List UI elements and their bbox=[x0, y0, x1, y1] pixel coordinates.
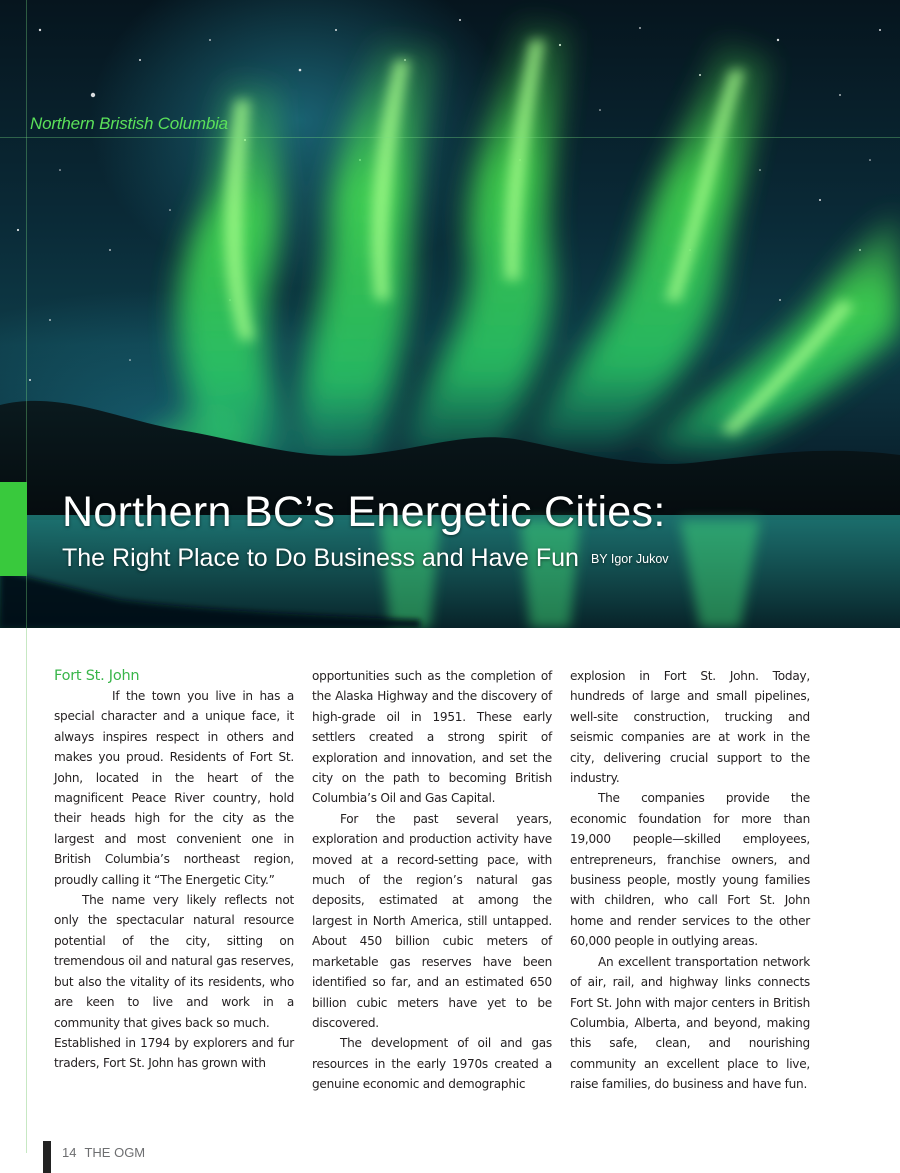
paragraph: If the town you live in has a special character and a unique face, it always inspires respect in others and makes you proud. Residents of Fort St. John, located in the heart of the magnificent Peace River country, hold their heads high for the city as the largest and most convenient one in British Columbia’s northeast region, proudly calling it “The Energetic City.” bbox=[54, 689, 294, 887]
paragraph: An excellent transportation network of air, rail, and highway links connects Fort St. John with major centers in British Columbia, Alberta, and beyond, making this safe, clean, and nourishing community an excellent place to live, raise families, do business and have fun. bbox=[570, 954, 810, 1092]
article-column-3 bbox=[570, 666, 810, 1095]
article-subheadline bbox=[62, 544, 669, 573]
subheadline-text: The Right Place to Do Business and Have Fun bbox=[62, 544, 579, 572]
headline-accent-bar bbox=[0, 482, 27, 576]
page-number: 14 bbox=[62, 1145, 77, 1160]
page-footer bbox=[62, 1145, 145, 1160]
section-tag: Northern Bristish Columbia bbox=[30, 114, 228, 133]
hero-guide-line bbox=[0, 137, 900, 138]
page-margin-line bbox=[26, 628, 27, 1153]
article-column-2 bbox=[312, 666, 552, 1095]
paragraph: For the past several years, exploration and production activity have moved at a record-setting pace, with much of the region’s natural gas deposits, estimated at among the largest in North America, still untapped. About 450 billion cubic meters of marketable gas reserves have been identified so far, and an estimated 650 billion cubic meters have yet to be discovered. bbox=[312, 811, 552, 1030]
paragraph: opportunities such as the completion of the Alaska Highway and the discovery of high-grade oil in 1951. These early settlers created a strong spirit of exploration and innovation, and set the city on the path to becoming British Columbia’s Oil and Gas Capital. bbox=[312, 669, 552, 806]
footer-marker bbox=[43, 1141, 51, 1173]
author-byline: BY Igor Jukov bbox=[590, 552, 669, 566]
paragraph: explosion in Fort St. John. Today, hundreds of large and small pipelines, well-site construction, trucking and seismic companies are at work in the city, delivering crucial support to the industry. bbox=[570, 669, 810, 786]
paragraph: The development of oil and gas resources in the early 1970s created a genuine economic and demographic bbox=[312, 1036, 552, 1092]
article-headline: Northern BC’s Energetic Cities: bbox=[62, 488, 666, 536]
paragraph: The name very likely reflects not only the spectacular natural resource potential of the city, sitting on tremendous oil and natural gas reserves, but also the vitality of its residents, who are keen to live and work in a community that gives back so much. bbox=[54, 893, 294, 1030]
paragraph: The companies provide the economic foundation for more than 19,000 people—skilled employees, entrepreneurs, franchise owners, and business people, mostly young families with children, who call Fort St. John home and render services to the other 60,000 people in outlying areas. bbox=[570, 791, 810, 949]
article-column-1 bbox=[54, 666, 294, 1074]
paragraph: Established in 1794 by explorers and fur traders, Fort St. John has grown with bbox=[54, 1035, 294, 1071]
section-heading: Fort St. John bbox=[54, 668, 140, 684]
publication-name: THE OGM bbox=[84, 1145, 146, 1160]
